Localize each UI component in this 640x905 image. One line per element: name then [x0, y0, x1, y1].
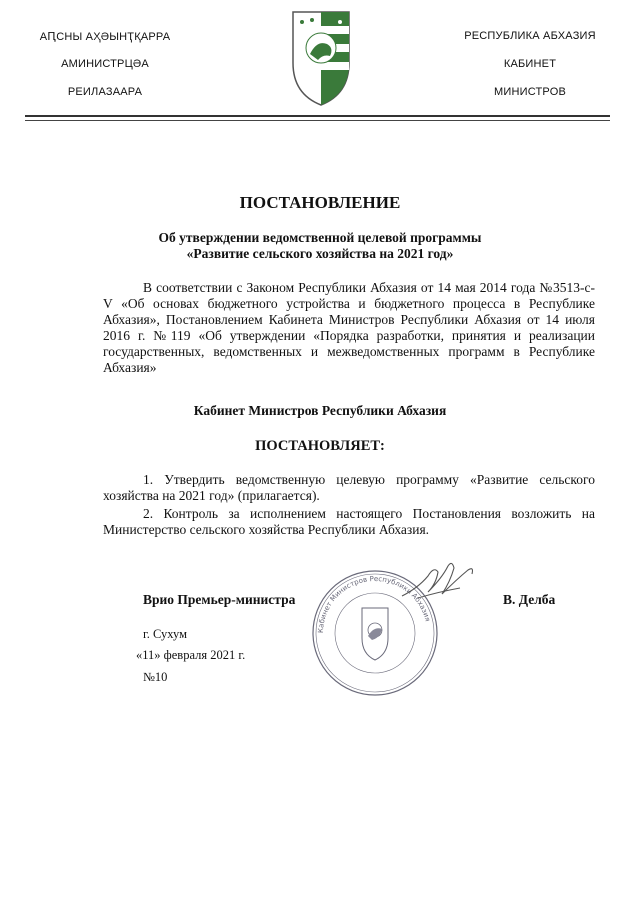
- header-right-line-1: РЕСПУБЛИКА АБХАЗИЯ: [464, 30, 596, 42]
- signatory-position: Врио Премьер-министра: [143, 592, 296, 607]
- header-left-line-1: АԤСНЫ АҲӘЫНҬҚАРРА: [39, 31, 171, 43]
- issuing-authority: Кабинет Министров Республики Абхазия: [193, 403, 447, 418]
- handwritten-signature: [398, 558, 478, 608]
- document-date: «11» февраля 2021 г.: [136, 648, 246, 662]
- seal-ring-text: Кабинет Министров Республики Абхазия: [316, 574, 432, 634]
- subtitle-line-2: «Развитие сельского хозяйства на 2021 год»: [186, 246, 454, 261]
- signatory-name: В. Делба: [503, 592, 556, 607]
- document-subtitle: [90, 230, 550, 262]
- subtitle-line-1: Об утверждении ведомственной целевой программы: [158, 230, 482, 245]
- header-left-line-3: РЕИЛАЗААРА: [67, 86, 143, 98]
- header-divider-thin: [25, 120, 610, 121]
- header-left-line-2: АМИНИСТРЦӘА: [61, 58, 149, 70]
- decree-item-2: 2. Контроль за исполнением настоящего Постановления возложить на Министерство сельского хозяйства Республики Абхазия.: [103, 506, 595, 537]
- decree-item-1: 1. Утвердить ведомственную целевую программу «Развитие сельского хозяйства на 2021 год» (прилагается).: [103, 472, 595, 503]
- preamble-paragraph: В соответствии с Законом Республики Абхазия от 14 мая 2014 года №3513-с-V «Об основах бюджетного устройства и бюджетного процесса в Республике Абхазия», Постановлением Кабинета Министров Республики Абхазия от 14 июля 2016 г. №119 «Об утверждении «Порядка разработки, принятия и реализации государственных, ведомственных и межведомственных программ в Республике Абхазия»: [103, 280, 595, 375]
- coat-of-arms-emblem: [290, 8, 352, 108]
- document-number: №10: [143, 670, 168, 684]
- decree-heading: ПОСТАНОВЛЯЕТ:: [255, 438, 385, 454]
- header-right-line-3: МИНИСТРОВ: [493, 86, 566, 98]
- document-title: ПОСТАНОВЛЕНИЕ: [239, 193, 401, 212]
- header-right-line-2: КАБИНЕТ: [503, 58, 557, 70]
- city: г. Сухум: [143, 627, 188, 641]
- header-divider-thick: [25, 115, 610, 117]
